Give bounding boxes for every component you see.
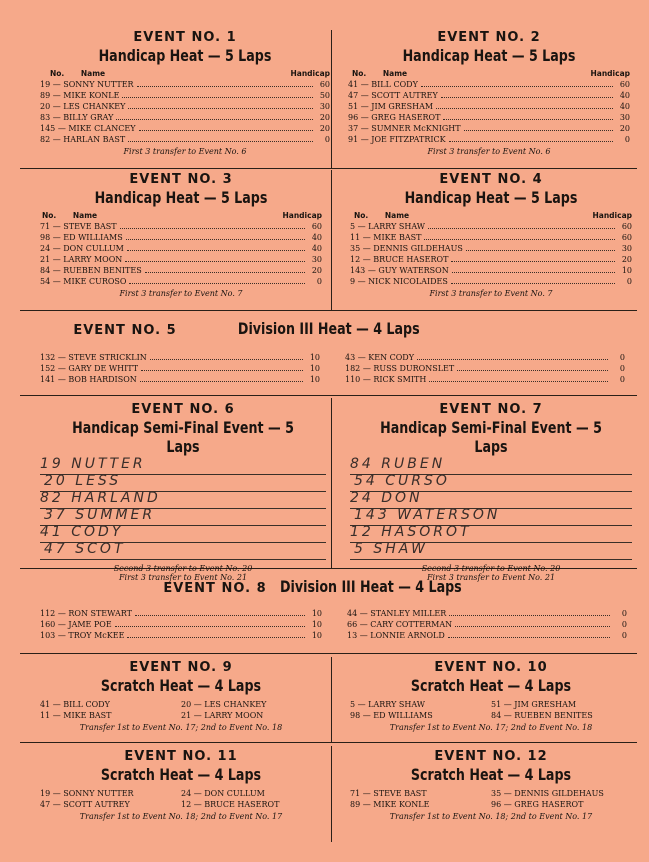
column-divider [331, 30, 332, 168]
dot-leader [451, 254, 615, 262]
entry-name: 152 — GARY DE WHITT [40, 364, 139, 373]
transfer-note: Transfer 1st to Event No. 18; 2nd to Event No. 17 [389, 812, 593, 821]
entry-name: 96 — GREG HASEROT [491, 800, 584, 809]
entry-handicap: 20 [619, 124, 630, 133]
entry-name: 35 — DENNIS GILDEHAUS [350, 244, 463, 253]
dot-leader [116, 112, 313, 120]
handwritten-entry: 12 HASOROT [350, 524, 472, 540]
handwritten-line [350, 543, 632, 560]
entry-name: 19 — SONNY NUTTER [40, 789, 134, 798]
entry-handicap: 40 [311, 244, 322, 253]
entry-row [40, 79, 330, 90]
entry-name: 132 — STEVE STRICKLIN [40, 353, 147, 362]
handwritten-entry: 54 CURSO [354, 473, 450, 489]
entry-pair-row [350, 710, 632, 721]
entry-handicap: 30 [619, 113, 630, 122]
entry-pairs [350, 788, 632, 810]
entry-list-left [40, 608, 322, 641]
dot-leader [457, 363, 608, 371]
entry-name: 182 — RUSS DURONSLET [345, 364, 455, 373]
entry-handicap: 60 [311, 222, 322, 231]
transfer-note: First 3 transfer to Event No. 21 [118, 573, 248, 582]
entry-name: 51 — JIM GRESHAM [491, 700, 577, 709]
dot-leader [150, 352, 303, 360]
column-divider [331, 398, 332, 568]
event-heading: EVENT NO. 8 [163, 581, 267, 596]
dot-leader [125, 254, 305, 262]
event-title: Handicap Heat — 5 Laps [98, 46, 272, 65]
dot-leader [140, 374, 303, 382]
entry-handicap: 0 [621, 631, 627, 640]
handwritten-entry: 37 SUMMER [44, 507, 156, 523]
handwritten-results [350, 458, 632, 560]
entry-row [40, 374, 320, 385]
entry-name: 13 — LONNIE ARNOLD [347, 631, 445, 640]
entry-row [348, 101, 630, 112]
entry-row [40, 221, 322, 232]
event-8 [40, 576, 630, 641]
entry-name: 24 — DON CULLUM [181, 789, 265, 798]
event-heading: EVENT NO. 4 [439, 172, 543, 187]
entry-name: 143 — GUY WATERSON [350, 266, 449, 275]
entry-name: 5 — LARRY SHAW [350, 700, 426, 709]
entry-row [40, 112, 330, 123]
entry-row [348, 134, 630, 145]
entry-handicap: 20 [311, 266, 322, 275]
entry-handicap: 40 [311, 233, 322, 242]
entry-name: 44 — STANLEY MILLER [347, 609, 447, 618]
entry-name: 89 — MIKE KONLE [350, 800, 430, 809]
entry-handicap: 30 [621, 244, 632, 253]
transfer-note: First 3 transfer to Event No. 21 [426, 573, 556, 582]
transfer-note: Second 3 transfer to Event No. 20 [113, 564, 253, 573]
entry-row [40, 123, 330, 134]
entry-pair-row [350, 799, 632, 810]
entry-handicap: 30 [319, 102, 330, 111]
dot-leader [145, 265, 305, 273]
entry-name: 21 — LARRY MOON [181, 711, 264, 720]
entry-row [40, 619, 322, 630]
transfer-note: First 3 transfer to Event No. 6 [427, 147, 551, 156]
divider [20, 395, 637, 396]
entry-row [40, 101, 330, 112]
entry-row [345, 374, 625, 385]
entry-row [40, 276, 322, 287]
dot-leader [120, 221, 305, 229]
entry-row [40, 90, 330, 101]
handwritten-results [40, 458, 326, 560]
entry-row [345, 363, 625, 374]
handwritten-entry: 143 WATERSON [354, 507, 501, 523]
entry-row [350, 243, 632, 254]
dot-leader [115, 619, 305, 627]
handwritten-entry: 82 HARLAND [40, 490, 161, 506]
entry-handicap: 10 [311, 620, 322, 629]
entry-handicap: 50 [319, 91, 330, 100]
entry-name: 84 — RUEBEN BENITES [491, 711, 593, 720]
dot-leader [424, 232, 615, 240]
dot-leader [421, 79, 613, 87]
event-heading: EVENT NO. 12 [434, 749, 548, 764]
entry-name: 19 — SONNY NUTTER [40, 80, 134, 89]
event-2 [348, 30, 630, 156]
entry-name: 24 — DON CULLUM [40, 244, 124, 253]
entry-pair-row [350, 699, 632, 710]
entry-name: 98 — ED WILLIAMS [40, 233, 123, 242]
entry-handicap: 20 [319, 113, 330, 122]
entry-handicap: 0 [619, 364, 625, 373]
entry-name: 11 — MIKE BAST [40, 711, 112, 720]
divider [20, 653, 637, 654]
entry-handicap: 20 [319, 124, 330, 133]
event-1 [40, 30, 330, 156]
dot-leader [451, 276, 615, 284]
event-title: Scratch Heat — 4 Laps [100, 765, 262, 784]
entry-name: 47 — SCOTT AUTREY [348, 91, 438, 100]
event-heading: EVENT NO. 2 [437, 30, 541, 45]
entry-pairs [40, 788, 322, 810]
entry-name: 54 — MIKE CUROSO [40, 277, 127, 286]
entry-row [350, 276, 632, 287]
entry-list [348, 79, 630, 145]
handwritten-entry: 41 CODY [40, 524, 124, 540]
entry-name: 43 — KEN CODY [345, 353, 414, 362]
entry-handicap: 0 [621, 609, 627, 618]
event-title: Handicap Heat — 5 Laps [402, 46, 576, 65]
column-header: No. Name Handicap [354, 211, 632, 220]
entry-row [40, 363, 320, 374]
entry-pair-row [40, 710, 322, 721]
entry-handicap: 60 [621, 222, 632, 231]
entry-pair-row [350, 788, 632, 799]
dot-leader [128, 101, 313, 109]
transfer-note: Transfer 1st to Event No. 18; 2nd to Event No. 17 [79, 812, 283, 821]
divider [20, 310, 637, 311]
entry-name: 103 — TROY McKEE [40, 631, 125, 640]
entry-name: 51 — JIM GRESHAM [348, 102, 434, 111]
event-heading: EVENT NO. 11 [124, 749, 238, 764]
entry-row [347, 619, 627, 630]
event-heading: EVENT NO. 6 [131, 402, 235, 417]
entry-row [347, 630, 627, 641]
entry-row [348, 112, 630, 123]
entry-name: 66 — CARY COTTERMAN [347, 620, 453, 629]
column-divider [331, 746, 332, 842]
entry-row [40, 608, 322, 619]
handwritten-entry: 47 SCOT [44, 541, 126, 557]
event-6 [40, 402, 326, 582]
dot-leader [128, 134, 313, 142]
handwritten-entry: 24 DON [350, 490, 423, 506]
event-12 [350, 749, 632, 821]
entry-row [40, 134, 330, 145]
entry-row [348, 90, 630, 101]
entry-list-right [345, 352, 625, 385]
transfer-note: Transfer 1st to Event No. 17; 2nd to Event No. 18 [79, 723, 283, 732]
entry-pair-row [40, 788, 322, 799]
handwritten-entry: 20 LESS [44, 473, 122, 489]
handwritten-entry: 84 RUBEN [350, 456, 446, 472]
entry-name: 47 — SCOTT AUTREY [40, 800, 130, 809]
entry-handicap: 10 [309, 364, 320, 373]
entry-pair-row [40, 799, 322, 810]
entry-row [40, 265, 322, 276]
entry-handicap: 0 [619, 353, 625, 362]
entry-list [40, 79, 330, 145]
dot-leader [135, 608, 305, 616]
dot-leader [443, 112, 613, 120]
entry-handicap: 10 [621, 266, 632, 275]
dot-leader [429, 374, 608, 382]
entry-name: 84 — RUEBEN BENITES [40, 266, 142, 275]
column-header: No. Name Handicap [50, 69, 330, 78]
entry-handicap: 0 [626, 277, 632, 286]
entry-name: 12 — BRUCE HASEROT [350, 255, 449, 264]
event-title: Scratch Heat — 4 Laps [100, 676, 262, 695]
event-heading: EVENT NO. 9 [129, 660, 233, 675]
entry-row [348, 123, 630, 134]
divider [20, 742, 637, 743]
dot-leader [127, 630, 305, 638]
transfer-note: First 3 transfer to Event No. 6 [123, 147, 247, 156]
entry-handicap: 40 [619, 91, 630, 100]
entry-name: 21 — LARRY MOON [40, 255, 123, 264]
entry-handicap: 30 [311, 255, 322, 264]
event-10 [350, 660, 632, 732]
dot-leader [464, 123, 613, 131]
entry-list [350, 221, 632, 287]
entry-name: 12 — BRUCE HASEROT [181, 800, 280, 809]
event-heading: EVENT NO. 7 [439, 402, 543, 417]
dot-leader [129, 276, 305, 284]
event-heading: EVENT NO. 10 [434, 660, 548, 675]
dot-leader [417, 352, 608, 360]
entry-handicap: 10 [311, 631, 322, 640]
handwritten-entry: 5 SHAW [354, 541, 428, 557]
dot-leader [449, 134, 613, 142]
entry-handicap: 40 [619, 102, 630, 111]
entry-row [40, 630, 322, 641]
event-heading: EVENT NO. 1 [133, 30, 237, 45]
event-11 [40, 749, 322, 821]
event-3 [40, 172, 322, 298]
event-heading: EVENT NO. 5 [73, 323, 177, 338]
entry-row [350, 265, 632, 276]
event-heading: EVENT NO. 3 [129, 172, 233, 187]
event-title: Division III Heat — 4 Laps [237, 319, 420, 338]
dot-leader [122, 90, 313, 98]
entry-handicap: 0 [316, 277, 322, 286]
entry-name: 160 — JAME POE [40, 620, 112, 629]
dot-leader [127, 243, 305, 251]
entry-handicap: 0 [324, 135, 330, 144]
entry-name: 20 — LES CHANKEY [40, 102, 126, 111]
column-divider [331, 657, 332, 742]
dot-leader [448, 630, 610, 638]
entry-name: 35 — DENNIS GILDEHAUS [491, 789, 604, 798]
dot-leader [139, 123, 313, 131]
entry-handicap: 20 [621, 255, 632, 264]
entry-list-left [40, 352, 320, 385]
entry-handicap: 10 [309, 375, 320, 384]
entry-name: 82 — HARLAN BAST [40, 135, 126, 144]
event-4 [350, 172, 632, 298]
entry-list [40, 221, 322, 287]
entry-row [348, 79, 630, 90]
entry-handicap: 10 [311, 609, 322, 618]
entry-row [345, 352, 625, 363]
entry-name: 83 — BILLY GRAY [40, 113, 114, 122]
event-title: Handicap Semi-Final Event — 5 Laps [72, 418, 294, 456]
dot-leader [466, 243, 615, 251]
entry-pairs [350, 699, 632, 721]
entry-handicap: 60 [319, 80, 330, 89]
entry-name: 41 — BILL CODY [348, 80, 418, 89]
event-title: Handicap Heat — 5 Laps [404, 188, 578, 207]
handwritten-line [40, 543, 326, 560]
entry-name: 11 — MIKE BAST [350, 233, 422, 242]
event-title: Scratch Heat — 4 Laps [410, 765, 572, 784]
transfer-note: First 3 transfer to Event No. 7 [119, 289, 243, 298]
divider [20, 168, 637, 169]
entry-pair-row [40, 699, 322, 710]
transfer-note: Second 3 transfer to Event No. 20 [421, 564, 561, 573]
event-title: Handicap Semi-Final Event — 5 Laps [380, 418, 602, 456]
entry-handicap: 10 [309, 353, 320, 362]
entry-row [350, 232, 632, 243]
entry-name: 20 — LES CHANKEY [181, 700, 267, 709]
entry-name: 89 — MIKE KONLE [40, 91, 120, 100]
event-title: Handicap Heat — 5 Laps [94, 188, 268, 207]
entry-name: 5 — LARRY SHAW [350, 222, 426, 231]
entry-row [347, 608, 627, 619]
entry-name: 145 — MIKE CLANCEY [40, 124, 136, 133]
transfer-note: Transfer 1st to Event No. 17; 2nd to Event No. 18 [389, 723, 593, 732]
entry-row [40, 254, 322, 265]
entry-name: 91 — JOE FITZPATRICK [348, 135, 446, 144]
entry-handicap: 0 [619, 375, 625, 384]
event-title: Division III Heat — 4 Laps [280, 577, 462, 596]
entry-name: 41 — BILL CODY [40, 700, 110, 709]
entry-row [40, 243, 322, 254]
event-5 [40, 318, 630, 385]
event-9 [40, 660, 322, 732]
entry-name: 37 — SUMNER McKNIGHT [348, 124, 461, 133]
handwritten-entry: 19 NUTTER [40, 456, 146, 472]
entry-row [40, 352, 320, 363]
dot-leader [428, 221, 615, 229]
entry-name: 112 — RON STEWART [40, 609, 132, 618]
dot-leader [137, 79, 313, 87]
entry-list-right [347, 608, 627, 641]
column-divider [331, 170, 332, 310]
dot-leader [455, 619, 610, 627]
transfer-note: First 3 transfer to Event No. 7 [429, 289, 553, 298]
entry-handicap: 0 [624, 135, 630, 144]
dot-leader [452, 265, 615, 273]
entry-row [350, 221, 632, 232]
entry-name: 110 — RICK SMITH [345, 375, 427, 384]
entry-handicap: 60 [621, 233, 632, 242]
entry-name: 98 — ED WILLIAMS [350, 711, 433, 720]
dot-leader [141, 363, 303, 371]
entry-row [40, 232, 322, 243]
entry-name: 71 — STEVE BAST [350, 789, 427, 798]
column-header: No. Name Handicap [352, 69, 630, 78]
entry-handicap: 60 [619, 80, 630, 89]
dot-leader [449, 608, 610, 616]
entry-name: 9 — NICK NICOLAIDES [350, 277, 448, 286]
column-header: No. Name Handicap [42, 211, 322, 220]
dot-leader [441, 90, 613, 98]
entry-name: 96 — GREG HASEROT [348, 113, 441, 122]
event-7 [350, 402, 632, 582]
entry-pairs [40, 699, 322, 721]
event-title: Scratch Heat — 4 Laps [410, 676, 572, 695]
dot-leader [436, 101, 613, 109]
dot-leader [126, 232, 305, 240]
entry-handicap: 0 [621, 620, 627, 629]
entry-name: 71 — STEVE BAST [40, 222, 117, 231]
entry-name: 141 — BOB HARDISON [40, 375, 137, 384]
entry-row [350, 254, 632, 265]
